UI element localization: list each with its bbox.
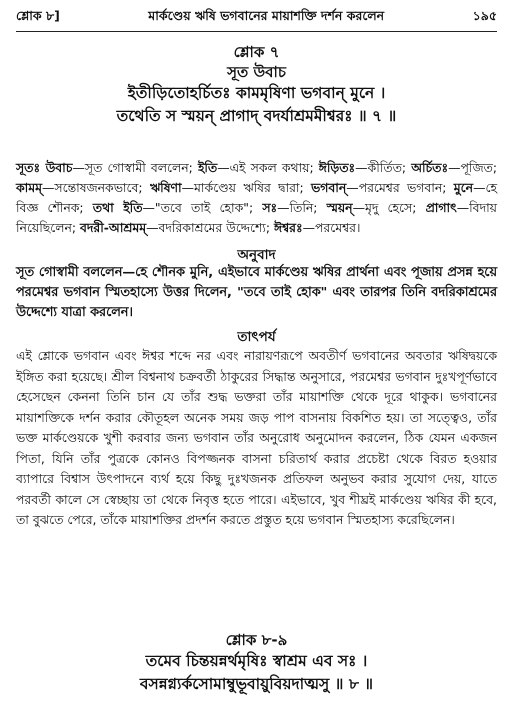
- synonym-term: সঃ: [262, 200, 278, 215]
- synonym-term: অর্চিতঃ: [411, 160, 449, 175]
- synonym-term: তথা ইতি: [92, 200, 143, 215]
- header-divider: [16, 31, 497, 32]
- synonym-meaning: —বদরিকাশ্রমের উদ্দেশ্যে;: [146, 220, 274, 235]
- synonym-term: ঋষিণা: [149, 180, 182, 195]
- translation-text: সূত গোস্বামী বললেন—হে শৌনক মুনি, এইভাবে মার্কণ্ডেয় ঋষির প্রার্থনা এবং পূজায় প্রসন্ন হয়ে পরমেশ্বর ভগবান স্মিতহাস্যে উত্তর দিলেন, "তবে তাই হোক" এবং তারপর তিনি বদরিকাশ্রমের উদ্দেশ্যে যাত্রা করলেন।: [16, 265, 497, 320]
- verse-line-1: তমেব চিন্তয়ন্নর্থমৃষিঃ স্বাশ্রম এব সঃ ।: [145, 652, 368, 670]
- synonym-meaning: —সূত গোস্বামী বললেন;: [72, 160, 198, 175]
- verse-speaker: সূত উবাচ: [227, 63, 286, 81]
- synonym-term: ইতি: [197, 160, 218, 175]
- verse-line-2: বসন্নগ্ন্যর্কসোমাম্বুভূবায়ুবিয়দাত্মসু ॥ ৮ ॥: [139, 675, 374, 693]
- verse-7: [16, 42, 497, 128]
- synonym-term: ঈশ্বরঃ: [274, 220, 303, 235]
- word-for-word-synonyms: [16, 158, 497, 238]
- synonym-term: মুনে: [453, 180, 474, 195]
- verse-line-1: ইতীড়িতোহর্চিতঃ কামমৃষিণা ভগবান্ মুনে ।: [127, 84, 386, 102]
- translation-heading: অনুবাদ: [237, 247, 276, 263]
- synonym-meaning: —পরমেশ্বর।: [302, 220, 361, 235]
- synonym-meaning: —এই সকল কথায়;: [217, 160, 319, 175]
- verse-number: শ্লোক ৭: [233, 43, 280, 61]
- synonym-term: ঈড়িতঃ: [318, 160, 356, 175]
- synonym-term: সূতঃ উবাচ: [16, 160, 73, 175]
- synonym-meaning: —সন্তোষজনকভাবে;: [42, 180, 150, 195]
- synonym-meaning: —তিনি;: [277, 200, 327, 215]
- synonym-meaning: —বিদায় নিয়েছিলেন;: [16, 200, 497, 235]
- synonym-term: ভগবান্: [311, 180, 347, 195]
- running-header: [16, 8, 497, 28]
- purport-text: এই শ্লোকে ভগবান এবং ঈশ্বর শব্দে নর এবং নারায়ণরূপে অবতীর্ণ ভগবানের অবতার ঋষিদ্বয়কে ইঙ্গিত করা হয়েছে। শ্রীল বিশ্বনাথ চক্রবর্তী ঠাকুরের সিদ্ধান্ত অনুসারে, পরমেশ্বর ভগবান দুঃখপূর্ণভাবে হেসেছেন কেননা তিনি চান যে তাঁর শুদ্ধ ভক্তরা তাঁর মায়াশক্তি থেকে দূরে থাকুক। ভগবানের মায়াশক্তিকে দর্শন করার কৌতূহল অনেক সময় জড় পাপ বাসনায় বিকশিত হয়। তা সত্ত্বেও, তাঁর ভক্ত মার্কণ্ডেয়কে খুশী করবার জন্য ভগবান তাঁর অনুরোধ অনুমোদন করলেন, ঠিক যেমন একজন পিতা, যিনি তাঁর পুত্রকে কোনও বিপজ্জনক বাসনা চরিতার্থ করার প্রচেষ্টা থেকে বিরত হওয়ার ব্যাপারে বিশ্বাস উৎপাদনে ব্যর্থ হয়ে কিছু দুঃখজনক প্রতিফল অনুভব করার সুযোগ দেয়, যাতে পরবর্তী কালে সে স্বেচ্ছায় তা থেকে নিবৃত্ত হতে পারে। এইভাবে, খুব শীঘ্রই মার্কণ্ডেয় ঋষির কী হবে, তা বুঝতে পেরে, তাঁকে মায়াশক্তির প্রদর্শন করতে প্রস্তুত হয়ে ভগবান স্মিতহাস্য করেছিলেন।: [16, 348, 497, 527]
- synonym-term: বদরী-আশ্রমম্: [80, 220, 147, 235]
- verse-line-2: তথেতি স স্ময়ন্ প্রাগাদ্ বদর্যাশ্রমমীশ্বরঃ ॥ ৭ ॥: [116, 107, 397, 125]
- synonym-term: স্ময়ন্: [326, 200, 353, 215]
- synonym-term: প্রাগাৎ: [425, 200, 457, 215]
- page-number: ১৯৫: [472, 8, 497, 23]
- purport-heading: তাৎপর্য: [237, 329, 276, 345]
- header-chapter-title: মার্কণ্ডেয় ঋষি ভগবানের মায়াশক্তি দর্শন করলেন: [148, 8, 385, 23]
- header-verse-ref: শ্লোক ৮]: [16, 8, 60, 23]
- synonym-meaning: —পরমেশ্বর ভগবান;: [346, 180, 454, 195]
- verse-8-9: [16, 630, 497, 696]
- synonym-meaning: —কীর্তিত;: [355, 160, 412, 175]
- synonym-meaning: —মৃদু হেসে;: [352, 200, 426, 215]
- verse-number: শ্লোক ৮-৯: [225, 631, 288, 649]
- synonym-meaning: —"তবে তাই হোক";: [142, 200, 263, 215]
- synonym-term: কামম্: [16, 180, 43, 195]
- synonym-meaning: —পূজিত;: [448, 160, 497, 175]
- synonym-meaning: —মার্কণ্ডেয় ঋষির দ্বারা;: [181, 180, 312, 195]
- synonym-meaning: —হে বিজ্ঞ শৌনক;: [16, 180, 497, 215]
